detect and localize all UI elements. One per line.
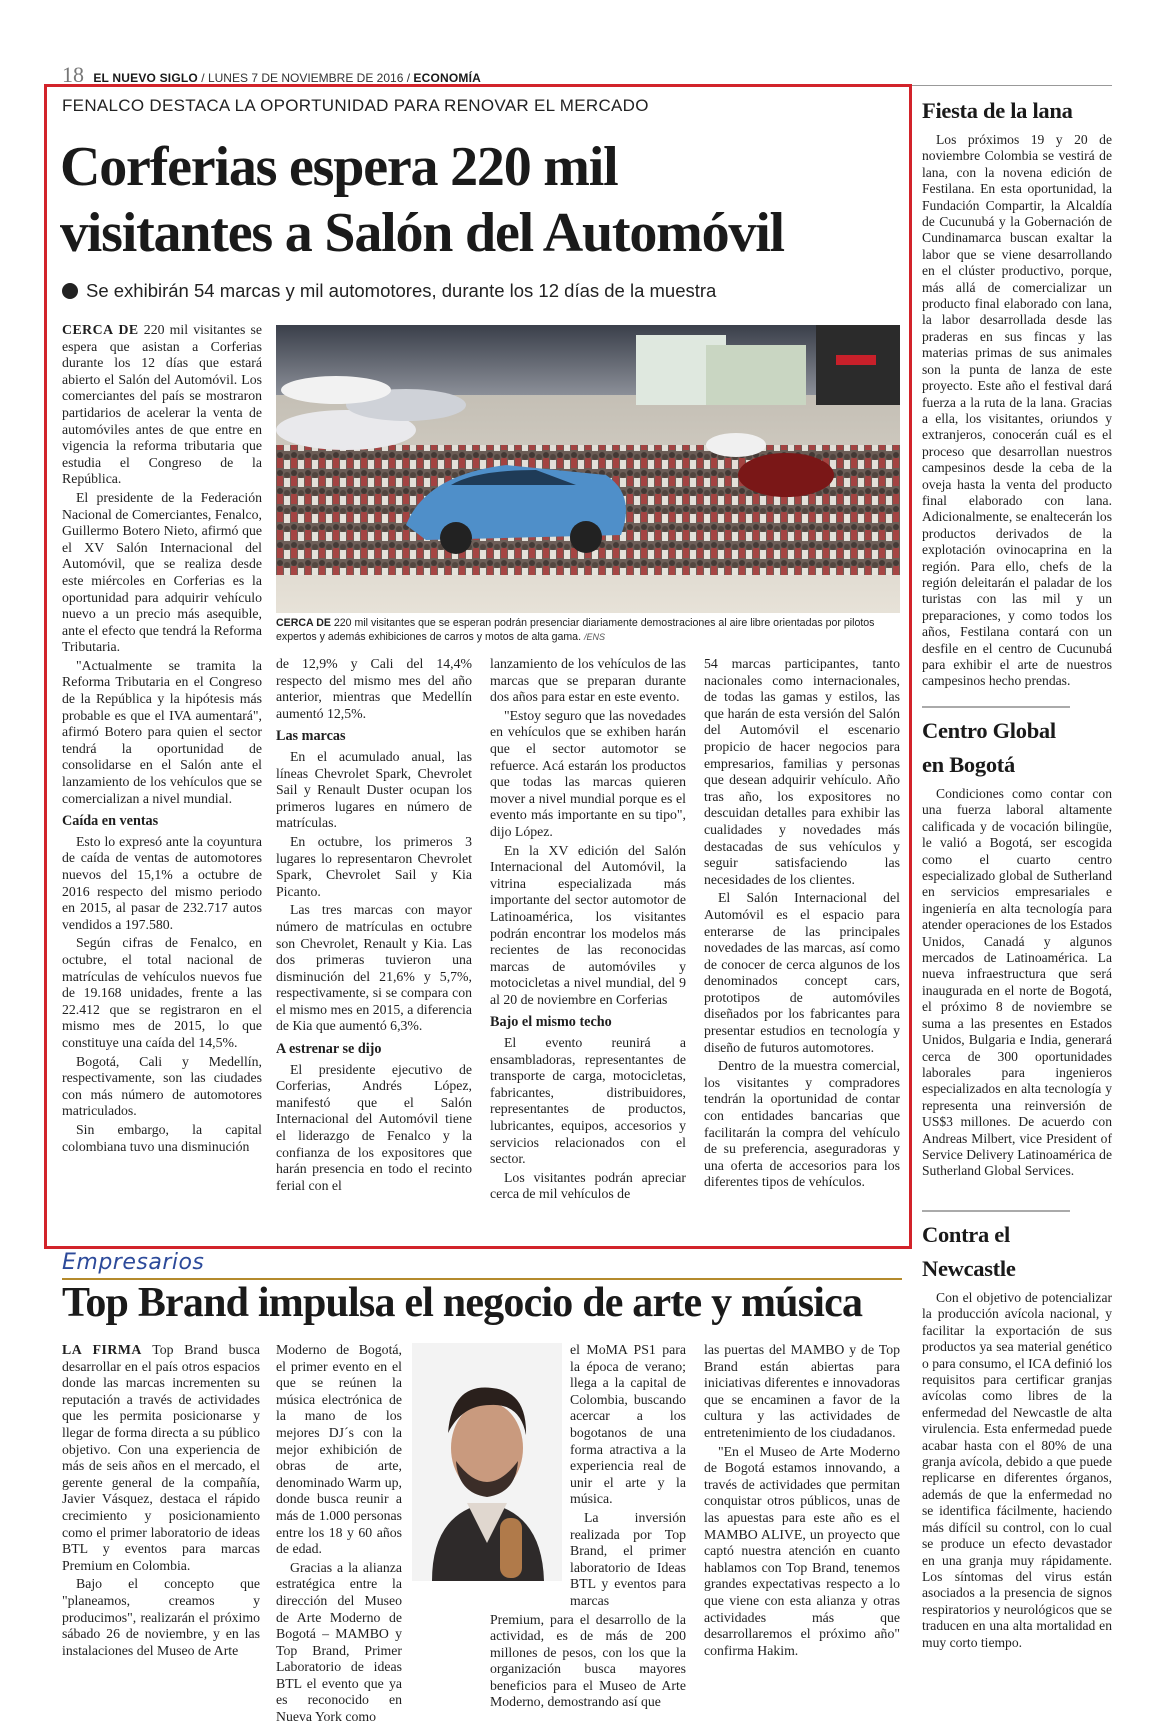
lead-in: CERCA DE	[62, 322, 139, 337]
story-column-3	[490, 656, 686, 1228]
deck-text: Se exhibirán 54 marcas y mil automotores, durante los 12 días de la muestra	[86, 280, 717, 301]
paragraph: las puertas del MAMBO y de Top Brand están abiertas para iniciativas diferentes e innovadoras que se encaminen a favor de la cultura y las actividades de entretenimiento de los ciudadanos.	[704, 1342, 900, 1440]
paragraph: Según cifras de Fenalco, en octubre, el total nacional de matrículas de vehículos nuevos fue de 19.168 unidades, frente a las 22.412 que se registraron en el mismo mes de 2015, lo que constituye una caída del 14,5%.	[62, 935, 262, 1050]
subheading: A estrenar se dijo	[276, 1041, 382, 1058]
sidebar-title-centro: Centro Global en Bogotá	[922, 718, 1056, 777]
paragraph: Las tres marcas con mayor número de matrículas en octubre son Chevrolet, Renault y Kia. Las dos primeras tuvieron una disminución del 21,6% y 5,7%, respectivamente, si se compara con el mismo mes en 2015, a diferencia de Kia que aumentó 6,3%.	[276, 902, 472, 1034]
section-tag-label: Empresarios	[62, 1250, 205, 1275]
column-3-narrow	[570, 1342, 686, 1610]
paragraph: El presidente ejecutivo de Corferias, Andrés López, manifestó que el Salón Internacional del Automóvil tiene el liderazgo de Fenalco y la confianza de los expositores que harán presencia en todo el recinto ferial con el	[276, 1061, 472, 1193]
paragraph: Premium, para el desarrollo de la actividad, es de más de 200 millones de pesos, con los que la organización busca mayores beneficios para el Museo de Arte Moderno, demostrando así que	[490, 1611, 686, 1710]
subheading: Las marcas	[276, 728, 346, 745]
sidebar-body-newcastle: Con el objetivo de potencializar la producción avícola nacional, y facilitar la exportación de sus productos ya sea material genético o para consumo, el ICA definió los requisitos para certificar granjas avícolas como libres de la enfermedad del Newcastle de alta virulencia. Esta enfermedad puede acabar hasta con el 80% de una granja avícola, debido a que puede replicarse en diferentes órganos, además de que la enfermedad no se identifica fácilmente, haciendo más difícil su control, con lo cual se produce un efecto devastador en una granja muy rápidamente. Los síntomas del virus están asociados a la presencia de signos respiratorios y neurológicos que se traducen en una alta mortalidad en muy corto tiempo.	[922, 1290, 1112, 1650]
paragraph: Dentro de la muestra comercial, los visitantes y compradores tendrán la oportunidad de contar con entidades bancarias que facilitarán la compra del vehículo de su preferencia, aseguradoras y una oferta de accesorios para los diferentes tipos de vehículos.	[704, 1058, 900, 1190]
headline-line-2: visitantes a Salón del Automóvil	[60, 202, 784, 264]
paragraph: El presidente de la Federación Nacional de Comerciantes, Fenalco, Guillermo Botero Nieto, afirmó que el XV Salón Internacional del Automóvil, que se realiza desde este miércoles en Corferias es la oportunidad para adquirir vehículo nuevo a un precio más asequible, ante el efecto que tendrá la Reforma Tributaria.	[62, 489, 262, 655]
photo-caption	[276, 616, 902, 644]
top-brand-column-4	[704, 1342, 900, 1696]
lead-in: LA FIRMA	[62, 1342, 142, 1357]
paragraph: Gracias a la alianza estratégica entre la dirección del Museo de Arte Moderno de Bogotá – MAMBO y Top Brand, Primer Laboratorio de ideas BTL el evento que ya es reconocido en Nueva York como	[276, 1559, 402, 1725]
paragraph: Los visitantes podrán apreciar cerca de mil vehículos de	[490, 1169, 686, 1202]
section-name: ECONOMÍA	[413, 71, 481, 85]
paragraph: "En el Museo de Arte Moderno de Bogotá estamos innovando, a través de actividades que permitan conquistar otros públicos, unas de las apuestas para este año es el MAMBO ALIVE, un proyecto que captó nuestra atención en cuanto hablamos con Top Brand, tenemos grandes expectativas respecto a lo que viene con esta alianza y otras actividades más que desarrollaremos el próximo año" confirma Hakim.	[704, 1443, 900, 1658]
paragraph: Bogotá, Cali y Medellín, respectivamente, son las ciudades con más número de automotores matriculados.	[62, 1053, 262, 1119]
story-deck	[62, 280, 902, 302]
sidebar-title-fiesta: Fiesta de la lana	[922, 98, 1073, 123]
photo-credit: /ENS	[583, 632, 605, 642]
story-kicker: FENALCO DESTACA LA OPORTUNIDAD PARA RENOVAR EL MERCADO	[62, 96, 649, 115]
page-number: 18	[62, 62, 84, 87]
sidebar-body-fiesta: Los próximos 19 y 20 de noviembre Colombia se vestirá de lana, con la novena edición de Festilana. En esta oportunidad, la Fundación Compartir, la Alcaldía de Cucunubá y la Gobernación de Cundinamarca buscan exaltar la labor que se viene desarrollando en el clúster productivo, porque, más allá de comercializar un producto final elaborado con lana, la labor desarrollada desde las praderas en sus fincas y las materias primas de sus animales son la punta de lanza de este proyecto. Este año el festival dará fuerza a la ruta de la lana. Gracias a ella, los visitantes, oriundos y extranjeros, conocerán cuál es el proceso que desarrollan nuestros campesinos desde la ceba de la oveja hasta la venta del producto final elaborado con lana. Adicionalmente, se enaltecerán los productos derivados de la explotación ovinocaprina en la región. Para ello, chefs de la región deleitarán el paladar de los turistas con las mil y un preparaciones, y como todos los años, Festilana contará con un desfile en el centro de Cucunubá para exhibir el arte de nuestros campesinos hecho prendas.	[922, 132, 1112, 689]
paragraph: "Actualmente se tramita la Reforma Tributaria en el Congreso de la República y la hipótesis más probable es que el IVA aumentará", afirmó Botero para quien el sector tendrá la oportunidad de consolidarse en el Salón ante el lanzamiento de los vehículos que se comercializan a nivel mundial.	[62, 657, 262, 806]
subheading: Caída en ventas	[62, 813, 159, 830]
publication-name: EL NUEVO SIGLO	[93, 71, 198, 85]
headline-line-1: Corferias espera 220 mil	[60, 136, 618, 198]
paragraph: 54 marcas participantes, tanto nacionales como internacionales, de todas las gamas y estilos, las que harán de esta versión del Salón del Automóvil el escenario propicio de hacer negocios para empresarios, familias y personas que desean adquirir vehículo. Año tras año, los expositores no descuidan detalles para exhibir las cualidades y novedades más destacadas de sus vehículos y seguir satisfaciendo las necesidades de los clientes.	[704, 656, 900, 887]
paragraph: El evento reunirá a ensambladoras, representantes de transporte de carga, motocicletas, fabricantes, distribuidores, representantes de productos, lubricantes, equipos, accesorios y servicios relacionados con el sector.	[490, 1035, 686, 1167]
paragraph: El Salón Internacional del Automóvil es el espacio para enterarse de las principales novedades de las marcas, así como de conocer de cerca algunos de los denominados concept cars, prototipos de automóviles diseñados por los fabricantes para presentar estudios en tecnología y diseño de futuros automotores.	[704, 890, 900, 1055]
issue-date: LUNES 7 DE NOVIEMBRE DE 2016	[207, 71, 404, 85]
caption-lead-in: CERCA DE	[276, 617, 331, 629]
sidebar-divider	[922, 1210, 1070, 1212]
caption-text: 220 mil visitantes que se esperan podrán presenciar diariamente demostraciones al aire libre orientadas por pilotos expertos y además exhibiciones de carros y motos de alta gama.	[276, 617, 875, 643]
paragraph: Moderno de Bogotá, el primer evento en el que se reúnen la música electrónica de la mano de los mejores DJ´s con la mejor exhibición de obras de arte, denominado Warm up, donde busca reunir a más de 1.000 personas entre los 18 y 60 años de edad.	[276, 1342, 402, 1557]
paragraph: de 12,9% y Cali del 14,4% respecto del mismo mes del año anterior, mientras que Medellín aumentó 12,5%.	[276, 656, 472, 721]
sidebar-title-newcastle: Contra el Newcastle	[922, 1222, 1016, 1281]
sidebar-divider	[922, 706, 1070, 708]
subheading: Bajo el mismo techo	[490, 1014, 612, 1031]
paragraph: En la XV edición del Salón Internacional del Automóvil, la vitrina especializada más importante del sector automotor de Latinoamérica, los visitantes podrán encontrar los modelos más recientes de las reconocidas marcas de automóviles y motocicletas a nivel mundial, del 9 al 20 de noviembre en Corferias	[490, 842, 686, 1007]
paragraph: La inversión realizada por Top Brand, el primer laboratorio de Ideas BTL y eventos para marcas	[570, 1509, 686, 1608]
story-column-2	[276, 656, 472, 1228]
story-column-1	[62, 322, 262, 1228]
top-brand-column-3	[490, 1342, 686, 1710]
top-brand-headline: Top Brand impulsa el negocio de arte y música	[62, 1280, 863, 1326]
paragraph: Sin embargo, la capital colombiana tuvo una disminución	[62, 1121, 262, 1154]
paragraph: CERCA DE 220 mil visitantes se espera que asistan a Corferias durante los 12 días que estará abierto el Salón del Automóvil. Los comerciantes del país se mostraron partidarios de acelerar la venta de automóviles antes de que entre en vigencia la reforma tributaria que estudia el Congreso de la República.	[62, 322, 262, 487]
auto-show-photo	[276, 325, 900, 613]
paragraph: "Estoy seguro que las novedades en vehículos que se exhiben harán que el sector automotor se refuerce. Acá estarán los productos que todas las marcas quieren mover a nivel mundial porque es el evento más importante en su tipo", dijo López.	[490, 707, 686, 839]
bullet-icon	[62, 283, 78, 299]
story-column-4	[704, 656, 900, 1228]
paragraph: el MoMA PS1 para la época de verano; llega a la capital de Colombia, buscando acercar a los bogotanos de una forma atractiva a la experiencia real de unir el arte y la música.	[570, 1342, 686, 1507]
paragraph: lanzamiento de los vehículos de las marcas que se preparan durante dos años para estar en este evento.	[490, 656, 686, 705]
paragraph: Esto lo expresó ante la coyuntura de caída de ventas de automotores nuevos del 15,1% a octubre de 2016 respecto del mismo periodo en 2015, al pasar de 232.717 autos vendidos a 197.580.	[62, 833, 262, 932]
paragraph: Bajo el concepto que "planeamos, creamos y producimos", realizarán el próximo sábado 26 de noviembre, y en las instalaciones del Museo de Arte	[62, 1576, 260, 1658]
story-headline	[60, 134, 910, 266]
sidebar-body-centro: Condiciones como contar con una fuerza laboral altamente calificada y de vocación bilingüe, le valió a Bogotá, ser escogida como el cuarto centro especializado global de Sutherland en servicios empresariales e ingeniería en alta tecnología para atender operaciones de los Estados Unidos, Canadá y algunos mercados de Latinoamérica. La nueva infraestructura que será inaugurada en el norte de Bogotá, el próximo 8 de noviembre se suma a las presentes en Estados Unidos, Bulgaria e India, generará cerca de 300 oportunidades laborales para ingenieros especializados en alta tecnología y representa una reinversión de US$3 millones. De acuerdo con Andreas Milbert, vice President of Service Delivery Latinoamérica de Sutherland Global Services.	[922, 786, 1112, 1179]
paragraph: En octubre, los primeros 3 lugares lo representaron Chevrolet Spark, Chevrolet Sail y Kia Picanto.	[276, 833, 472, 899]
paragraph: LA FIRMA Top Brand busca desarrollar en el país otros espacios donde las marcas incrementen su reputación a través de actividades que les permita posicionarse y llegar de forma directa a su público objetivo. Con una experiencia de más de seis años en el mercado, el gerente general de la compañía, Javier Vásquez, destaca el rápido crecimiento y posicionamiento como el primer laboratorio de ideas BTL y eventos para marcas Premium en Colombia.	[62, 1342, 261, 1573]
top-brand-column-1	[62, 1342, 260, 1696]
top-brand-column-2	[276, 1342, 402, 1725]
running-header: 18 EL NUEVO SIGLO / LUNES 7 DE NOVIEMBRE DE 2016 / ECONOMÍA	[62, 62, 1112, 86]
paragraph: En el acumulado anual, las líneas Chevrolet Spark, Chevrolet Sail y Renault Duster ocupan los primeros lugares en número de matrículas.	[276, 748, 472, 831]
